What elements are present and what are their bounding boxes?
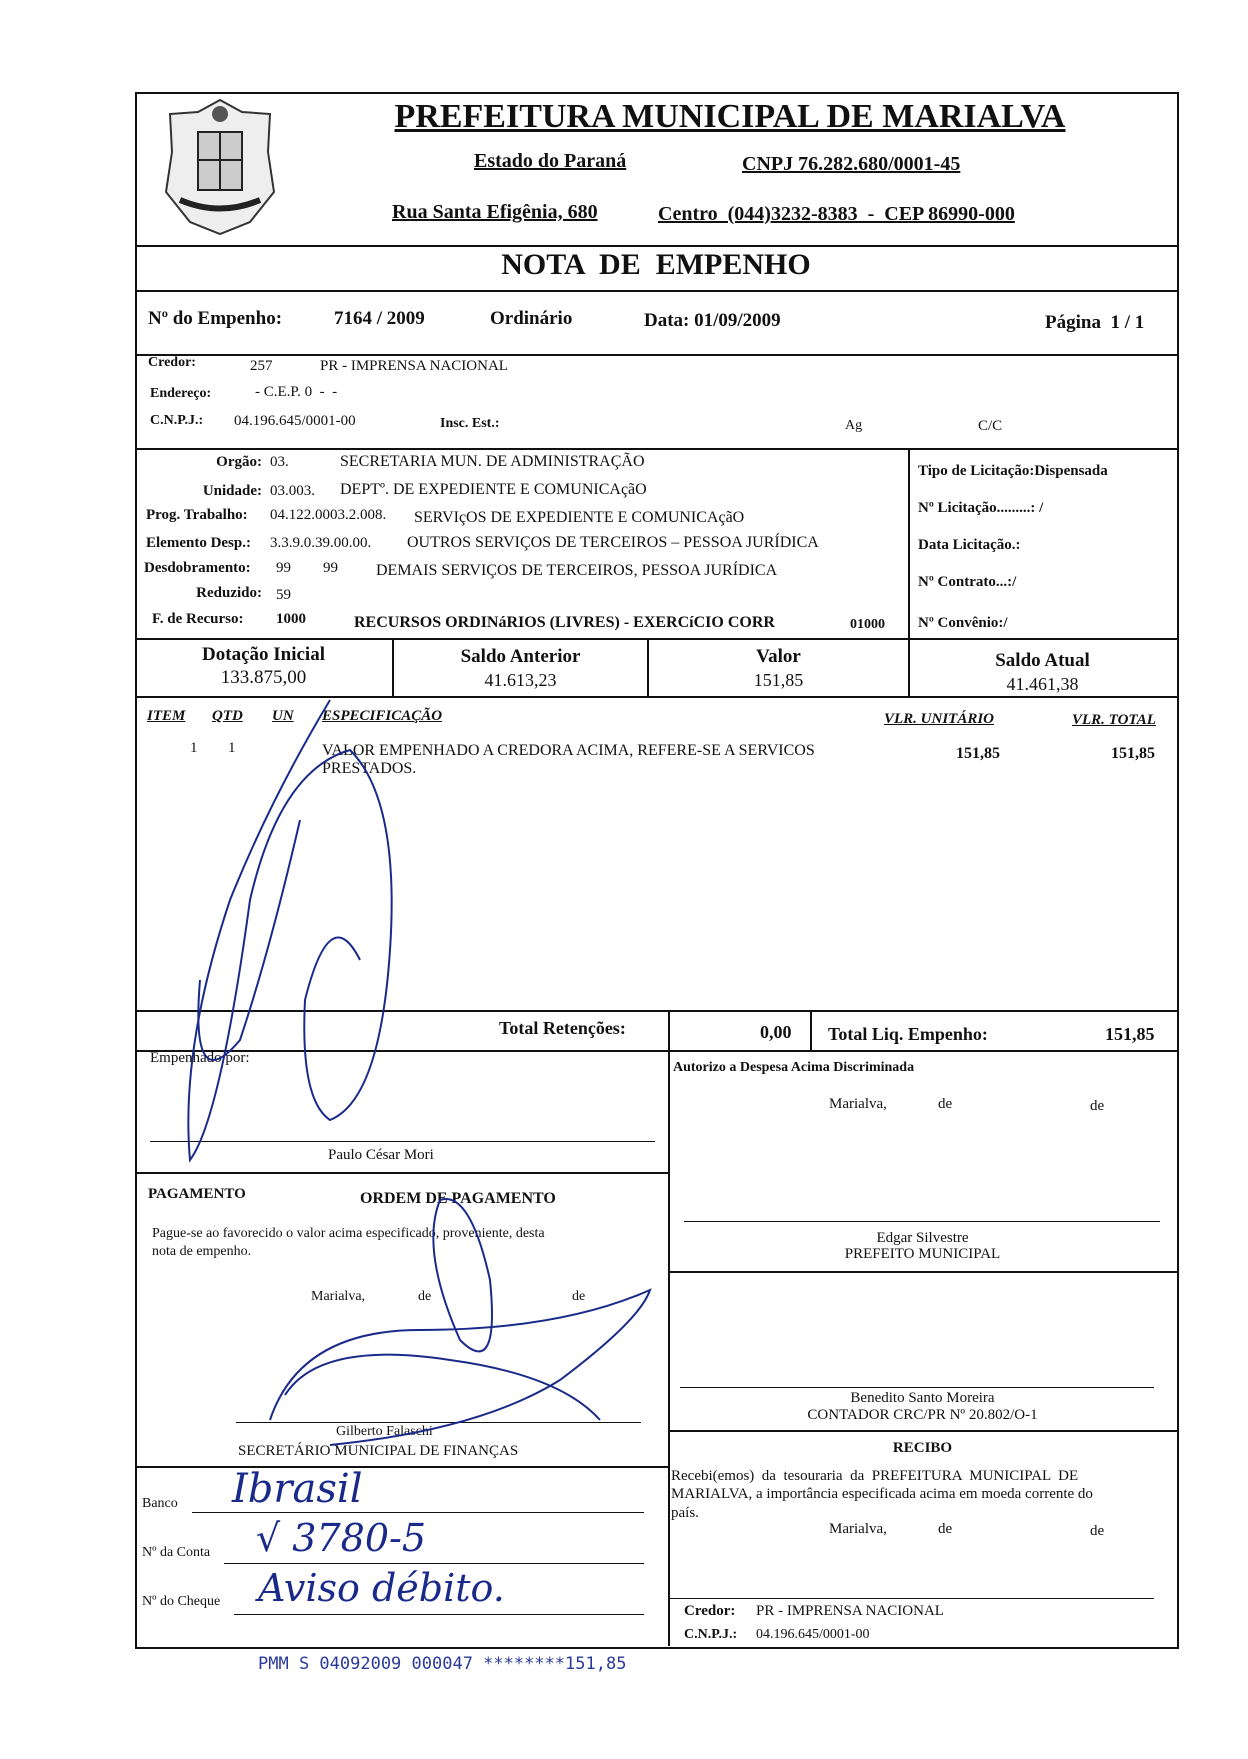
col-unit: VLR. UNITÁRIO	[884, 711, 995, 727]
data-licitacao: Data Licitação.:	[918, 537, 1021, 553]
item-desc-line2: PRESTADOS.	[322, 760, 417, 777]
retencoes-label: Total Retenções:	[499, 1018, 626, 1038]
dotacao-label: Dotação Inicial	[202, 644, 325, 665]
recibo-text1: Recebi(emos) da tesouraria da PREFEITURA MUNICIPAL DE	[671, 1468, 1079, 1484]
address-label: Endereço:	[150, 386, 212, 401]
prog-desc: SERVIçOS DE EXPEDIENTE E COMUNICAçãO	[414, 509, 745, 526]
recibo-city: Marialva,	[829, 1521, 887, 1537]
autorizo-de1: de	[938, 1096, 953, 1112]
prefeito-role: PREFEITO MUNICIPAL	[844, 1246, 1001, 1262]
prog-code: 04.122.0003.2.008.	[270, 507, 387, 523]
recibo-cnpj: 04.196.645/0001-00	[756, 1627, 870, 1642]
banco-label: Banco	[142, 1496, 178, 1511]
street-label: Rua Santa Efigênia, 680	[392, 201, 598, 223]
empenho-type: Ordinário	[490, 308, 573, 329]
credor-code: 257	[250, 358, 273, 374]
desdobramento-code2: 99	[323, 560, 338, 576]
ag-label: Ag	[845, 418, 863, 433]
recibo-text3: país.	[671, 1505, 699, 1521]
numero-contrato: Nº Contrato...:/	[918, 574, 1017, 590]
cheque-handwritten: Aviso débito.	[258, 1566, 505, 1610]
autorizo-city: Marialva,	[829, 1096, 887, 1112]
elemento-code: 3.3.9.0.39.00.00.	[270, 535, 372, 551]
empenhado-name: Paulo César Mori	[328, 1147, 434, 1163]
item-unit-value: 151,85	[956, 745, 1000, 762]
unidade-desc: DEPTº. DE EXPEDIENTE E COMUNICAçãO	[340, 481, 647, 498]
empenho-label: Nº do Empenho:	[148, 308, 283, 329]
numero-licitacao: Nº Licitação.........: /	[918, 500, 1044, 516]
cc-label: C/C	[978, 418, 1003, 434]
ordem-label: ORDEM DE PAGAMENTO	[360, 1190, 556, 1207]
recibo-credor-label: Credor:	[684, 1603, 736, 1619]
recibo-de2: de	[1090, 1523, 1105, 1539]
dotacao-value: 133.875,00	[220, 667, 307, 688]
pagamento-label: PAGAMENTO	[148, 1186, 246, 1202]
col-espec: ESPECIFICAÇÃO	[322, 708, 443, 724]
secretario-role: SECRETÁRIO MUNICIPAL DE FINANÇAS	[238, 1443, 519, 1459]
recurso-desc: RECURSOS ORDINáRIOS (LIVRES) - EXERCíCIO CORR	[354, 614, 775, 631]
item-number: 1	[190, 740, 198, 756]
unidade-code: 03.003.	[270, 483, 315, 499]
col-item: ITEM	[147, 708, 186, 724]
prefeito-name: Edgar Silvestre	[876, 1230, 969, 1246]
recibo-text2: MARIALVA, a importância especificada acima em moeda corrente do	[671, 1486, 1093, 1502]
orgao-code: 03.	[270, 454, 289, 470]
empenhado-label: Empenhado por:	[150, 1050, 250, 1066]
page-title: PREFEITURA MUNICIPAL DE MARIALVA	[394, 98, 1066, 135]
contact-label: Centro (044)3232-8383 - CEP 86990-000	[658, 203, 1015, 225]
conta-handwritten: √ 3780-5	[256, 1516, 427, 1560]
credor-cnpj: 04.196.645/0001-00	[234, 413, 356, 429]
empenho-date: Data: 01/09/2009	[644, 310, 781, 331]
pagamento-city: Marialva,	[311, 1289, 366, 1304]
pagamento-de1: de	[418, 1289, 432, 1304]
cnpj-label: CNPJ 76.282.680/0001-45	[742, 153, 961, 175]
address-value: - C.E.P. 0 - -	[255, 384, 338, 400]
item-total-value: 151,85	[1111, 745, 1155, 762]
prog-label: Prog. Trabalho:	[146, 507, 248, 523]
item-qtd: 1	[228, 740, 236, 756]
empenho-number: 7164 / 2009	[334, 308, 425, 329]
orgao-label: Orgão:	[216, 454, 262, 470]
desdobramento-desc: DEMAIS SERVIÇOS DE TERCEIROS, PESSOA JURÍDICA	[376, 562, 778, 579]
contador-name: Benedito Santo Moreira	[850, 1390, 995, 1406]
pagamento-de2: de	[572, 1289, 586, 1304]
saldo-anterior-value: 41.613,23	[484, 670, 557, 690]
recurso-extra: 01000	[850, 617, 885, 632]
valor-label: Valor	[756, 646, 801, 667]
saldo-atual-value: 41.461,38	[1006, 674, 1079, 694]
doc-title: NOTA DE EMPENHO	[501, 248, 811, 281]
recibo-title: RECIBO	[892, 1440, 953, 1456]
valor-value: 151,85	[753, 670, 804, 690]
coat-of-arms-icon	[150, 92, 290, 242]
conta-label: Nº da Conta	[142, 1545, 211, 1560]
credor-label: Credor:	[148, 355, 196, 370]
retencoes-value: 0,00	[760, 1022, 792, 1042]
pagamento-text1: Pague-se ao favorecido o valor acima especificado, proveniente, desta	[152, 1226, 545, 1241]
recibo-credor: PR - IMPRENSA NACIONAL	[756, 1603, 944, 1619]
insc-label: Insc. Est.:	[440, 416, 500, 431]
autorizo-label: Autorizo a Despesa Acima Discriminada	[673, 1060, 915, 1075]
state-label: Estado do Paraná	[474, 150, 627, 172]
banco-handwritten: Ibrasil	[232, 1466, 363, 1512]
credor-name: PR - IMPRENSA NACIONAL	[320, 358, 508, 374]
recibo-de1: de	[938, 1521, 953, 1537]
desdobramento-label: Desdobramento:	[144, 560, 251, 576]
elemento-label: Elemento Desp.:	[146, 535, 251, 551]
item-desc-line1: VALOR EMPENHADO A CREDORA ACIMA, REFERE-SE A SERVICOS	[322, 742, 815, 759]
reduzido-label: Reduzido:	[196, 585, 262, 601]
pagamento-text2: nota de empenho.	[152, 1244, 252, 1259]
saldo-anterior-label: Saldo Anterior	[460, 646, 581, 667]
liq-value: 151,85	[1105, 1024, 1155, 1044]
recurso-label: F. de Recurso:	[152, 611, 244, 627]
recibo-cnpj-label: C.N.P.J.:	[684, 1627, 738, 1642]
unidade-label: Unidade:	[202, 483, 262, 499]
col-total: VLR. TOTAL	[1072, 712, 1156, 728]
recurso-code: 1000	[276, 611, 306, 627]
liq-label: Total Liq. Empenho:	[828, 1024, 988, 1044]
col-un: UN	[272, 708, 294, 724]
payment-stamp: PMM S 04092009 000047 ********151,85	[258, 1654, 627, 1674]
page-number: Página 1 / 1	[1045, 312, 1145, 333]
orgao-desc: SECRETARIA MUN. DE ADMINISTRAÇÃO	[340, 453, 645, 470]
saldo-atual-label: Saldo Atual	[995, 650, 1090, 671]
secretario-name: Gilberto Falaschi	[336, 1424, 433, 1439]
desdobramento-code: 99	[276, 560, 291, 576]
reduzido-code: 59	[276, 587, 291, 603]
numero-convenio: Nº Convênio:/	[918, 615, 1008, 631]
contador-role: CONTADOR CRC/PR Nº 20.802/O-1	[807, 1407, 1038, 1423]
credor-cnpj-label: C.N.P.J.:	[150, 413, 204, 428]
autorizo-de2: de	[1090, 1098, 1105, 1114]
col-qtd: QTD	[212, 708, 243, 724]
cheque-label: Nº do Cheque	[142, 1594, 221, 1609]
elemento-desc: OUTROS SERVIÇOS DE TERCEIROS – PESSOA JURÍDICA	[407, 534, 819, 551]
tipo-licitacao: Tipo de Licitação:Dispensada	[918, 463, 1108, 479]
